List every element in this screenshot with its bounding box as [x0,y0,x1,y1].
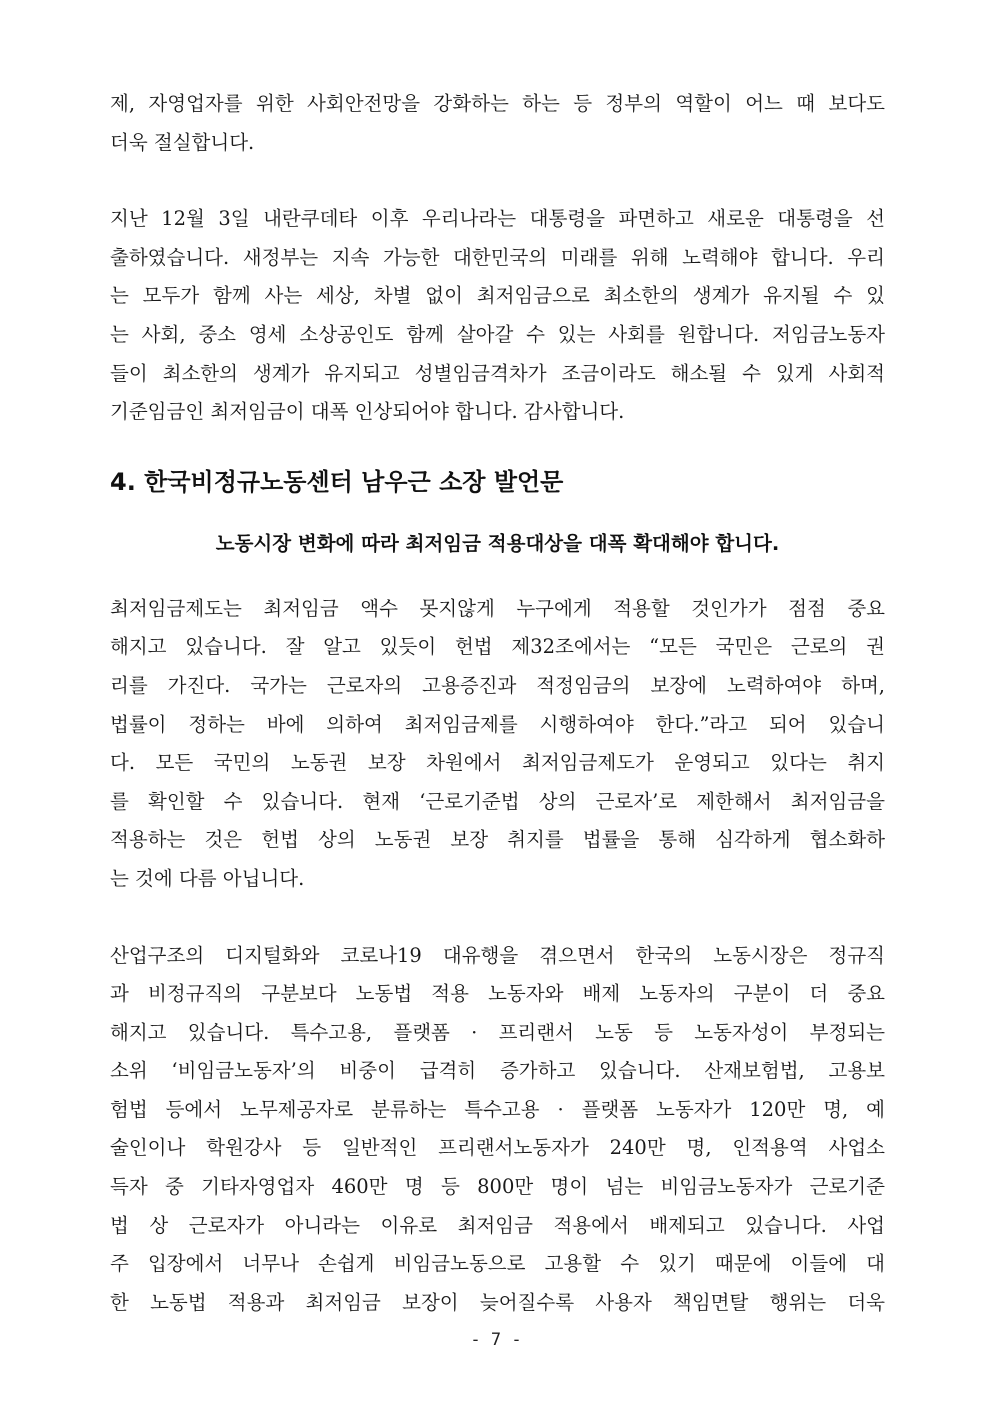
section-subheading: 노동시장 변화에 따라 최저임금 적용대상을 대폭 확대해야 합니다. [215,531,780,555]
heading-gap [110,502,885,524]
text-line: 술인이나 학원강사 등 일반적인 프리랜서노동자가 240만 명, 인적용역 사업소 [110,1136,885,1160]
paragraph-gap [110,162,885,200]
text-line: 는 사회, 중소 영세 소상공인도 함께 살아갈 수 있는 사회를 원합니다. 저임금노동자 [110,322,885,346]
text-line: 소위 ‘비임금노동자’의 비중이 급격히 증가하고 있습니다. 산재보험법, 고용보 [110,1059,885,1083]
text-line: 출하였습니다. 새정부는 지속 가능한 대한민국의 미래를 위해 노력해야 합니다. 우리 [110,245,885,269]
paragraph-gap [110,899,885,937]
paragraph-labor-market [110,937,885,1323]
text-line: 제, 자영업자를 위한 사회안전망을 강화하는 하는 등 정부의 역할이 어느 때 보다도 [110,92,885,115]
text-line: 더욱 절실합니다. [110,130,255,154]
text-line: 득자 중 기타자영업자 460만 명 등 800만 명이 넘는 비임금노동자가 근로기준 [110,1175,885,1199]
text-line: 한 노동법 적용과 최저임금 보장이 늦어질수록 사용자 책임면탈 행위는 더욱 [110,1290,885,1314]
text-line: 법 상 근로자가 아니라는 이유로 최저임금 적용에서 배제되고 있습니다. 사업 [110,1213,885,1237]
text-line: 산업구조의 디지털화와 코로나19 대유행을 겪으면서 한국의 노동시장은 정규직 [110,943,885,967]
text-line: 적용하는 것은 헌법 상의 노동권 보장 취지를 법률을 통해 심각하게 협소화하 [110,828,885,852]
text-line: 들이 최소한의 생계가 유지되고 성별임금격차가 조금이라도 해소될 수 있게 사회적 [110,361,885,385]
text-line: 는 모두가 함께 사는 세상, 차별 없이 최저임금으로 최소한의 생계가 유지될 수 있 [110,284,885,308]
text-line: 지난 12월 3일 내란쿠데타 이후 우리나라는 대통령을 파면하고 새로운 대통령을 선 [110,207,885,231]
text-line: 험법 등에서 노무제공자로 분류하는 특수고용 · 플랫폼 노동자가 120만 명, 예 [110,1097,885,1121]
section-gap [110,432,885,462]
text-line: 기준임금인 최저임금이 대폭 인상되어야 합니다. 감사합니다. [110,400,625,424]
paragraph-continued [110,85,885,162]
text-line: 해지고 있습니다. 특수고용, 플랫폼 · 프리랜서 노동 등 노동자성이 부정되는 [110,1020,885,1044]
text-line: 해지고 있습니다. 잘 알고 있듯이 헌법 제32조에서는 “모든 국민은 근로의 권 [110,635,885,659]
page-number: - 7 - [470,1330,522,1350]
document-page [110,85,885,1322]
text-line: 법률이 정하는 바에 의하여 최저임금제를 시행하여야 한다.”라고 되어 있습니 [110,712,885,736]
text-line: 최저임금제도는 최저임금 액수 못지않게 누구에게 적용할 것인가가 점점 중요 [110,596,885,620]
paragraph-closing-remarks [110,200,885,432]
text-line: 를 확인할 수 있습니다. 현재 ‘근로기준법 상의 근로자’로 제한해서 최저임금을 [110,789,885,813]
text-line: 다. 모든 국민의 노동권 보장 차원에서 최저임금제도가 운영되고 있다는 취지 [110,751,885,775]
text-line: 리를 가진다. 국가는 근로자의 고용증진과 적정임금의 보장에 노력하여야 하며, [110,673,885,697]
subheading-gap [110,564,885,590]
text-line: 과 비정규직의 구분보다 노동법 적용 노동자와 배제 노동자의 구분이 더 중요 [110,982,885,1006]
text-line: 는 것에 다름 아닙니다. [110,866,305,890]
paragraph-constitution [110,590,885,899]
text-line: 주 입장에서 너무나 손쉽게 비임금노동으로 고용할 수 있기 때문에 이들에 대 [110,1252,885,1276]
section-heading: 4. 한국비정규노동센터 남우근 소장 발언문 [110,467,564,496]
